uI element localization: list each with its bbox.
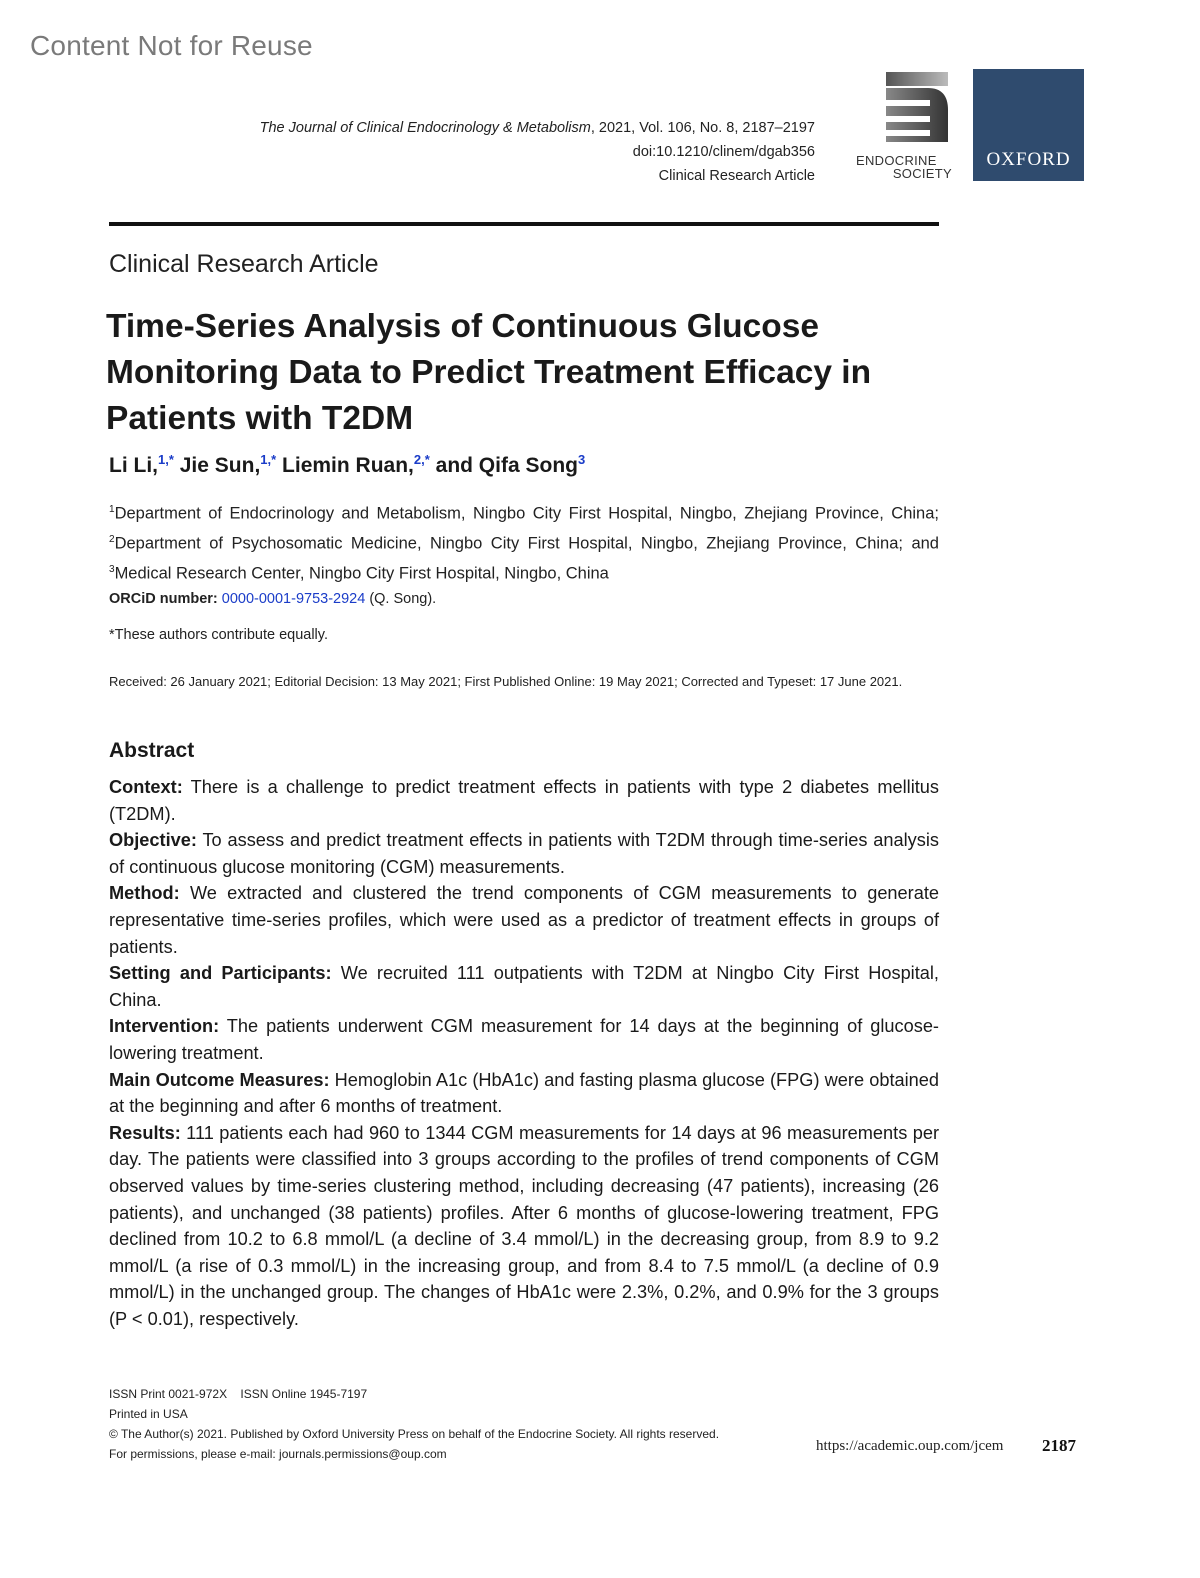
author-list <box>109 452 939 478</box>
author-affiliation-mark[interactable]: 2,* <box>413 452 430 467</box>
abstract-intervention: Intervention: The patients underwent CGM measurement for 14 days at the beginning of glucose-lowering treatment. <box>109 1016 939 1063</box>
journal-doi[interactable]: doi:10.1210/clinem/dgab356 <box>632 144 815 160</box>
abstract-method: Method: We extracted and clustered the trend components of CGM measurements to generate representative time-series profiles, which were used as a predictor of treatment effects in groups of patients. <box>109 883 939 957</box>
footer-info <box>109 1384 719 1464</box>
footer-copyright: © The Author(s) 2021. Published by Oxford University Press on behalf of the Endocrine Society. All rights reserved. <box>109 1427 720 1441</box>
endocrine-society-wordmark: ENDOCRINE SOCIETY <box>856 153 952 181</box>
publication-dates: Received: 26 January 2021; Editorial Decision: 13 May 2021; First Published Online: 19 May 2021; Corrected and Typeset: 17 June 2021. <box>109 674 903 689</box>
author-name: Jie Sun, <box>179 454 261 477</box>
journal-article-type: Clinical Research Article <box>658 168 815 184</box>
author-name: Li Li, <box>109 454 158 477</box>
abstract-setting: Setting and Participants: We recruited 111 outpatients with T2DM at Ningbo City First Hospital, China. <box>109 963 939 1010</box>
article-title: Time-Series Analysis of Continuous Glucose Monitoring Data to Predict Treatment Efficacy in Patients with T2DM <box>106 308 872 437</box>
equal-contribution-note: *These authors contribute equally. <box>109 627 328 643</box>
header-divider <box>109 222 939 226</box>
affiliation-3: Medical Research Center, Ningbo City First Hospital, Ningbo, China <box>114 564 609 583</box>
abstract-context: Context: There is a challenge to predict treatment effects in patients with type 2 diabetes mellitus (T2DM). <box>109 777 939 824</box>
journal-citation: , 2021, Vol. 106, No. 8, 2187–2197 <box>590 120 815 136</box>
orcid-owner: (Q. Song). <box>365 591 437 607</box>
journal-header <box>200 116 815 188</box>
article-type-label: Clinical Research Article <box>109 250 379 278</box>
author-affiliation-mark[interactable]: 1,* <box>260 452 277 467</box>
orcid-link[interactable]: 0000-0001-9753-2924 <box>221 591 366 607</box>
footer-permissions: For permissions, please e-mail: journals.permissions@oup.com <box>109 1447 447 1461</box>
author-affiliation-mark[interactable]: 3 <box>577 452 586 467</box>
abstract-objective: Objective: To assess and predict treatment effects in patients with T2DM through time-series analysis of continuous glucose monitoring (CGM) measurements. <box>109 830 939 877</box>
page-number: 2187 <box>1042 1436 1076 1455</box>
journal-url-link[interactable]: https://academic.oup.com/jcem <box>816 1438 1004 1454</box>
author-name: Liemin Ruan, <box>282 454 414 477</box>
journal-name: The Journal of Clinical Endocrinology & Metabolism <box>259 120 591 136</box>
orcid-line <box>109 591 436 607</box>
author-name: and Qifa Song <box>435 454 578 477</box>
footer-issn: ISSN Print 0021-972X ISSN Online 1945-7197 <box>109 1387 368 1401</box>
abstract-body <box>109 774 939 1332</box>
abstract-heading: Abstract <box>109 739 195 762</box>
affiliation-2: Department of Psychosomatic Medicine, Ningbo City First Hospital, Ningbo, Zhejiang Province, China; and <box>114 534 939 553</box>
abstract-outcomes: Main Outcome Measures: Hemoglobin A1c (HbA1c) and fasting plasma glucose (FPG) were obtained at the beginning and after 6 months of treatment. <box>109 1069 939 1117</box>
affiliation-1: Department of Endocrinology and Metabolism, Ningbo City First Hospital, Ningbo, Zhejiang Province, China; <box>114 504 939 523</box>
affiliations: $^1$Department of Endocrinology and Metabolism, Ningbo City First Hospital, Ningbo, Zhejiang Province, China; $^2$Department of Psychosomatic Medicine, Ningbo City First Hospital, Ningbo, Zhejiang Province, China; and $^3$Medical Research Center, Ningbo City First Hospital, Ningbo, China <box>109 504 939 583</box>
oxford-logo: OXFORD <box>973 69 1084 181</box>
abstract-results: Results: 111 patients each had 960 to 1344 CGM measurements for 14 days at 96 measurements per day. The patients were classified into 3 groups according to the profiles of trend components of CGM observed values by time-series clustering method, including decreasing (47 patients), increasing (26 patients), and unchanged (38 patients) profiles. After 6 months of glucose-lowering treatment, FPG declined from 10.2 to 6.8 mmol/L (a decline of 3.4 mmol/L) in the decreasing group, from 8.9 to 9.2 mmol/L (a rise of 0.3 mmol/L) in the increasing group, and from 8.4 to 7.5 mmol/L (a decline of 0.9 mmol/L) in the unchanged group. The changes of HbA1c were 2.3%, 0.2%, and 0.9% for the 3 groups (P < 0.01), respectively. <box>109 1122 939 1329</box>
author-affiliation-mark[interactable]: 1,* <box>158 452 174 467</box>
watermark: Content Not for Reuse <box>30 30 313 61</box>
footer-printed: Printed in USA <box>109 1407 188 1421</box>
orcid-label: ORCiD number: <box>109 591 218 607</box>
